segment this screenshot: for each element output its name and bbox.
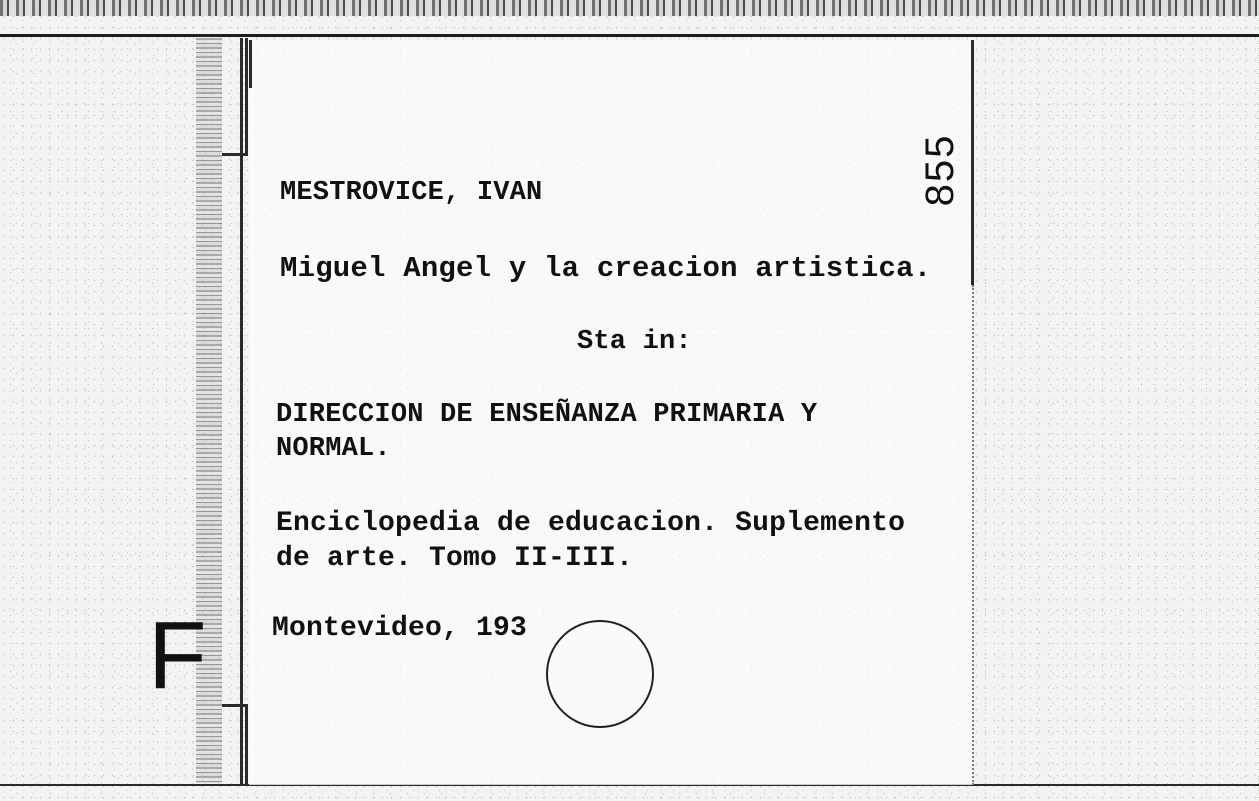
series-line-2: de arte. Tomo II-III.: [276, 543, 634, 574]
drawer-letter-marker: F: [148, 602, 207, 709]
see-in-label: Sta in:: [577, 327, 692, 357]
card-right-edge-faded: [972, 285, 974, 785]
card-right-edge: [971, 40, 974, 285]
series-line-1: Enciclopedia de educacion. Suplemento: [276, 508, 906, 539]
author-heading: MESTROVICE, IVAN: [280, 178, 543, 208]
stamp-number: 855: [918, 133, 962, 207]
card-lower-tab: [222, 704, 248, 786]
card-upper-tab: [222, 38, 248, 156]
imprint-line: Montevideo, 193: [272, 613, 528, 644]
card-left-edge: [240, 38, 243, 785]
corporate-author-line-2: NORMAL.: [276, 434, 391, 464]
corporate-author-line-1: DIRECCION DE ENSEÑANZA PRIMARIA Y: [276, 400, 818, 430]
card-top-tick: [249, 40, 252, 88]
top-rule: [0, 34, 1259, 37]
punch-hole-circle: [546, 620, 654, 728]
work-title: Miguel Angel y la creacion artistica.: [280, 252, 932, 285]
top-film-band: [0, 0, 1259, 16]
